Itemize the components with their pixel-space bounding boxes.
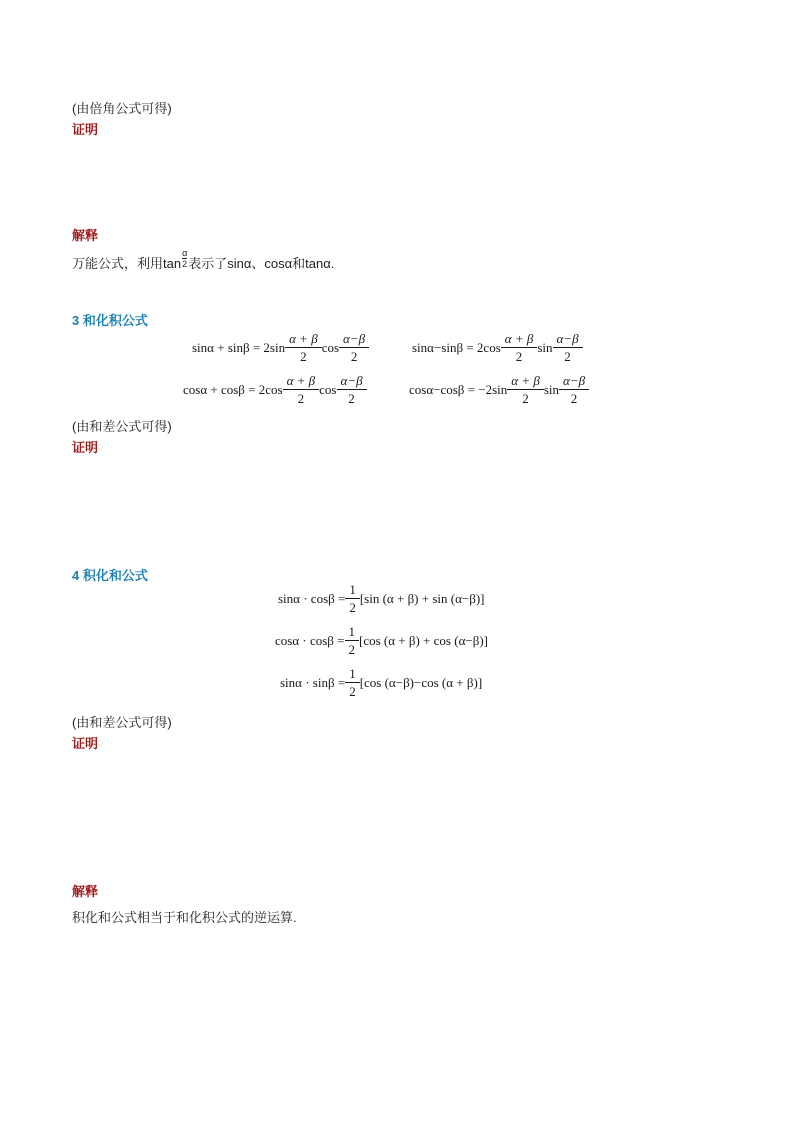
formula-trig: cos: [321, 339, 340, 355]
fraction-numerator: α + β: [504, 331, 534, 346]
formula-lhs: sinα · sinβ =: [280, 674, 346, 690]
fraction-half-sum: [509, 374, 542, 405]
tan-half-angle-fraction: [182, 249, 187, 269]
formula-product-cos-cos: [275, 625, 488, 656]
fraction-denominator: 2: [283, 389, 320, 405]
fraction-numerator: α−β: [563, 373, 586, 388]
explain-text-1-before: 万能公式，利用tan: [72, 255, 182, 271]
formula-rhs: [cos (α + β) + cos (α−β)]: [359, 632, 488, 648]
formula-sum-cos: [183, 374, 367, 405]
explain-text-1: [72, 248, 335, 272]
fraction-denominator: 2: [553, 347, 583, 363]
fraction-denominator: 2: [345, 640, 360, 656]
source-note-sum-diff-2: (由和差公式可得): [72, 715, 172, 730]
fraction-numerator: 1: [349, 582, 356, 597]
explain-label-2: 解释: [72, 884, 99, 899]
proof-label-1: 证明: [72, 122, 99, 137]
fraction-numerator: α + β: [511, 373, 540, 388]
fraction-half-diff: [341, 332, 367, 363]
fraction-denominator: 2: [501, 347, 538, 363]
fraction-numerator: α + β: [286, 373, 316, 388]
fraction-half-sum: [287, 332, 320, 363]
formula-lhs: cosα + cosβ = 2cos: [183, 381, 283, 397]
fraction-one-half: [347, 667, 358, 698]
fraction-numerator: α−β: [556, 331, 579, 346]
half-angle-denominator: 2: [182, 259, 188, 269]
fraction-numerator: 1: [348, 624, 355, 639]
formula-trig: cos: [319, 381, 337, 397]
formula-rhs: [cos (α−β)−cos (α + β)]: [359, 674, 483, 690]
fraction-one-half: [347, 583, 358, 614]
fraction-denominator: 2: [507, 389, 544, 405]
fraction-half-diff: [561, 374, 587, 405]
formula-lhs: cosα · cosβ =: [275, 632, 345, 648]
fraction-denominator: 2: [285, 347, 322, 363]
formula-trig: sin: [543, 381, 559, 397]
formula-product-sin-cos: [278, 583, 485, 614]
fraction-half-sum: [503, 332, 536, 363]
half-angle-numerator: α: [182, 248, 188, 258]
fraction-numerator: α−β: [340, 373, 363, 388]
explain-text-1-after: 表示了sinα、cosα和tanα.: [188, 255, 335, 271]
explain-text-2: 积化和公式相当于和化积公式的逆运算.: [72, 910, 297, 925]
formula-sum-sin: [192, 332, 369, 363]
formula-diff-cos: [409, 374, 589, 405]
formula-lhs: cosα−cosβ = −2sin: [409, 381, 508, 397]
fraction-denominator: 2: [345, 682, 360, 698]
section-4-title: 4 积化和公式: [72, 568, 148, 583]
formula-lhs: sinα · cosβ =: [278, 590, 346, 606]
formula-rhs: [sin (α + β) + sin (α−β)]: [359, 590, 485, 606]
formula-product-sin-sin: [280, 667, 482, 698]
fraction-denominator: 2: [339, 347, 369, 363]
fraction-numerator: α + β: [289, 331, 318, 346]
formula-diff-sin: [412, 332, 583, 363]
fraction-denominator: 2: [337, 389, 367, 405]
section-3-title: 3 和化积公式: [72, 313, 148, 328]
source-note-double-angle: (由倍角公式可得): [72, 101, 172, 116]
fraction-half-diff: [555, 332, 581, 363]
source-note-sum-diff-1: (由和差公式可得): [72, 419, 172, 434]
proof-label-2: 证明: [72, 440, 99, 455]
proof-label-3: 证明: [72, 736, 99, 751]
fraction-half-diff: [339, 374, 365, 405]
fraction-half-sum: [285, 374, 318, 405]
fraction-numerator: α−β: [343, 331, 366, 346]
fraction-one-half: [347, 625, 358, 656]
fraction-numerator: 1: [349, 666, 356, 681]
formula-lhs: sinα−sinβ = 2cos: [412, 339, 501, 355]
fraction-denominator: 2: [345, 598, 360, 614]
fraction-denominator: 2: [559, 389, 589, 405]
explain-label-1: 解释: [72, 228, 99, 243]
formula-trig: sin: [537, 339, 553, 355]
formula-lhs: sinα + sinβ = 2sin: [192, 339, 286, 355]
